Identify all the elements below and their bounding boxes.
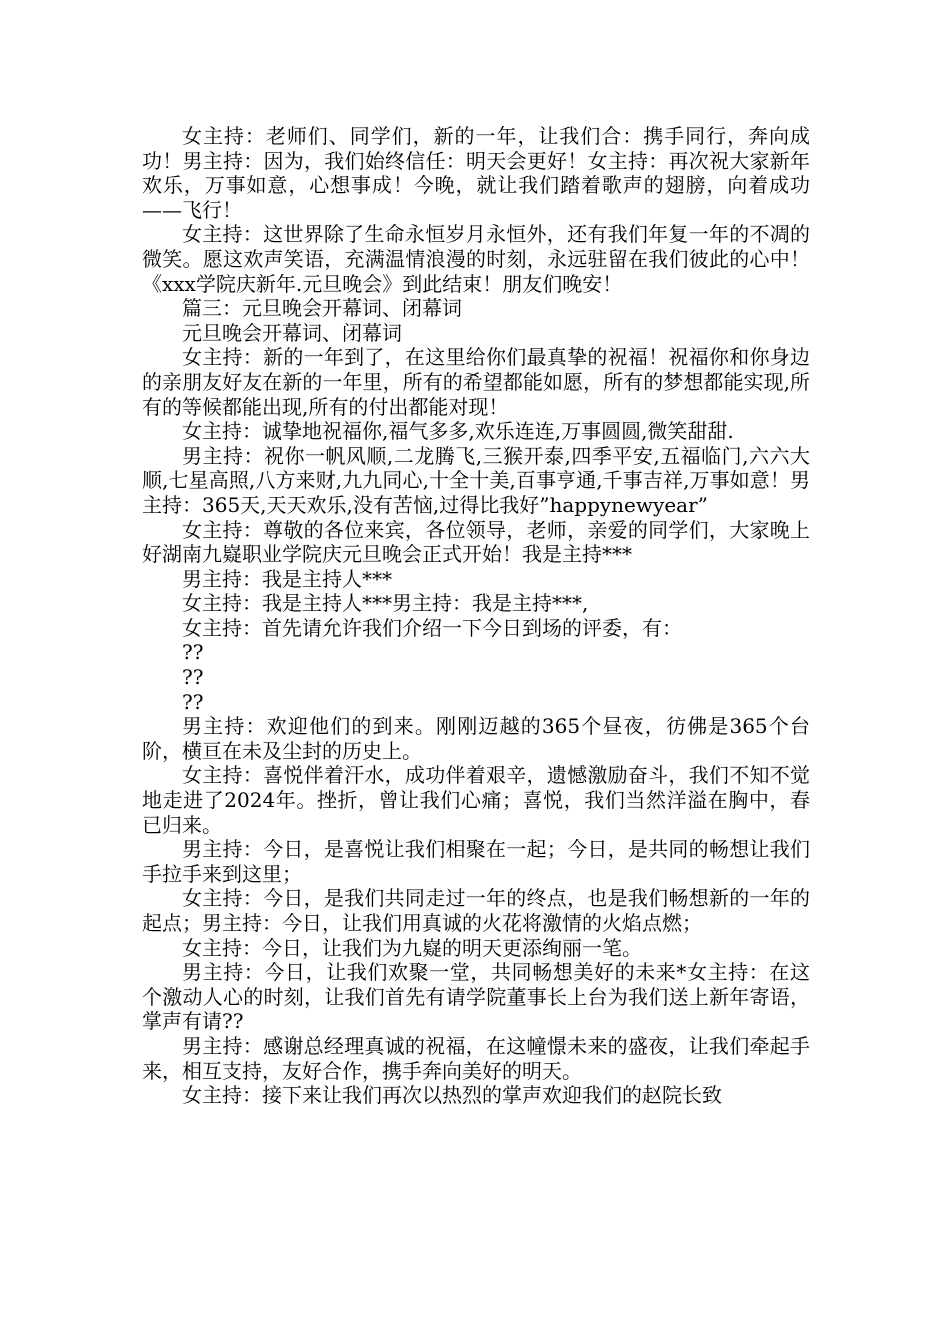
paragraph: 男主持：今日，让我们欢聚一堂，共同畅想美好的未来*女主持：在这个激动人心的时刻，让我们首先有请学院董事长上台为我们送上新年寄语，掌声有请?? — [142, 960, 810, 1034]
paragraph: 男主持：祝你一帆风顺,二龙腾飞,三猴开泰,四季平安,五福临门,六六大顺,七星高照,八方来财,九九同心,十全十美,百事亨通,千事吉祥,万事如意！男主持：365天,天天欢乐,没有苦恼,过得比我好”happynewyear” — [142, 443, 810, 517]
paragraph: 女主持：这世界除了生命永恒岁月永恒外，还有我们年复一年的不凋的微笑。愿这欢声笑语，充满温情浪漫的时刻，永远驻留在我们彼此的心中！《xxx学院庆新年.元旦晚会》到此结束！朋友们晚安！ — [142, 222, 810, 296]
paragraph: 女主持：今日，是我们共同走过一年的终点，也是我们畅想新的一年的起点；男主持：今日，让我们用真诚的火花将激情的火焰点燃； — [142, 886, 810, 935]
paragraph: 男主持：感谢总经理真诚的祝福，在这幢憬未来的盛夜，让我们牵起手来，相互支持，友好合作，携手奔向美好的明天。 — [142, 1033, 810, 1083]
paragraph: 女主持：新的一年到了，在这里给你们最真挚的祝福！祝福你和你身边的亲朋友好友在新的一年里，所有的希望都能如愿，所有的梦想都能实现,所有的等候都能出现,所有的付出都能对现！ — [142, 345, 810, 419]
paragraph: 女主持：接下来让我们再次以热烈的掌声欢迎我们的赵院长致 — [182, 1083, 722, 1108]
document-body — [142, 124, 810, 1108]
placeholder-line: ?? — [182, 689, 204, 714]
paragraph: 女主持：尊敬的各位来宾，各位领导，老师，亲爱的同学们，大家晚上好湖南九嶷职业学院庆元旦晚会正式开始！我是主持*** — [142, 517, 810, 567]
paragraph: 女主持：今日，让我们为九嶷的明天更添绚丽一笔。 — [182, 935, 642, 960]
paragraph: 女主持：喜悦伴着汗水，成功伴着艰辛，遗憾激励奋斗，我们不知不觉地走进了2024年。挫折，曾让我们心痛；喜悦，我们当然洋溢在胸中，春已归来。 — [142, 763, 810, 837]
paragraph: 女主持：诚挚地祝福你,福气多多,欢乐连连,万事圆圆,微笑甜甜. — [182, 419, 734, 444]
paragraph: 男主持：今日，是喜悦让我们相聚在一起；今日，是共同的畅想让我们手拉手来到这里； — [142, 837, 810, 886]
paragraph: 女主持：老师们、同学们，新的一年，让我们合：携手同行，奔向成功！男主持：因为，我们始终信任：明天会更好！女主持：再次祝大家新年欢乐，万事如意，心想事成！今晚，就让我们踏着歌声的翅膀，向着成功——飞行！ — [142, 124, 810, 222]
paragraph: 女主持：我是主持人***男主持：我是主持***, — [182, 591, 589, 616]
paragraph: 女主持：首先请允许我们介绍一下今日到场的评委，有： — [182, 615, 682, 640]
placeholder-line: ?? — [182, 665, 204, 690]
section-heading: 篇三：元旦晚会开幕词、闭幕词 — [182, 296, 462, 321]
section-subheading: 元旦晚会开幕词、闭幕词 — [182, 320, 402, 345]
paragraph: 男主持：我是主持人*** — [182, 566, 392, 591]
paragraph: 男主持：欢迎他们的到来。刚刚迈越的365个昼夜，彷佛是365个台阶，横亘在未及尘封的历史上。 — [142, 714, 810, 763]
placeholder-line: ?? — [182, 640, 204, 665]
